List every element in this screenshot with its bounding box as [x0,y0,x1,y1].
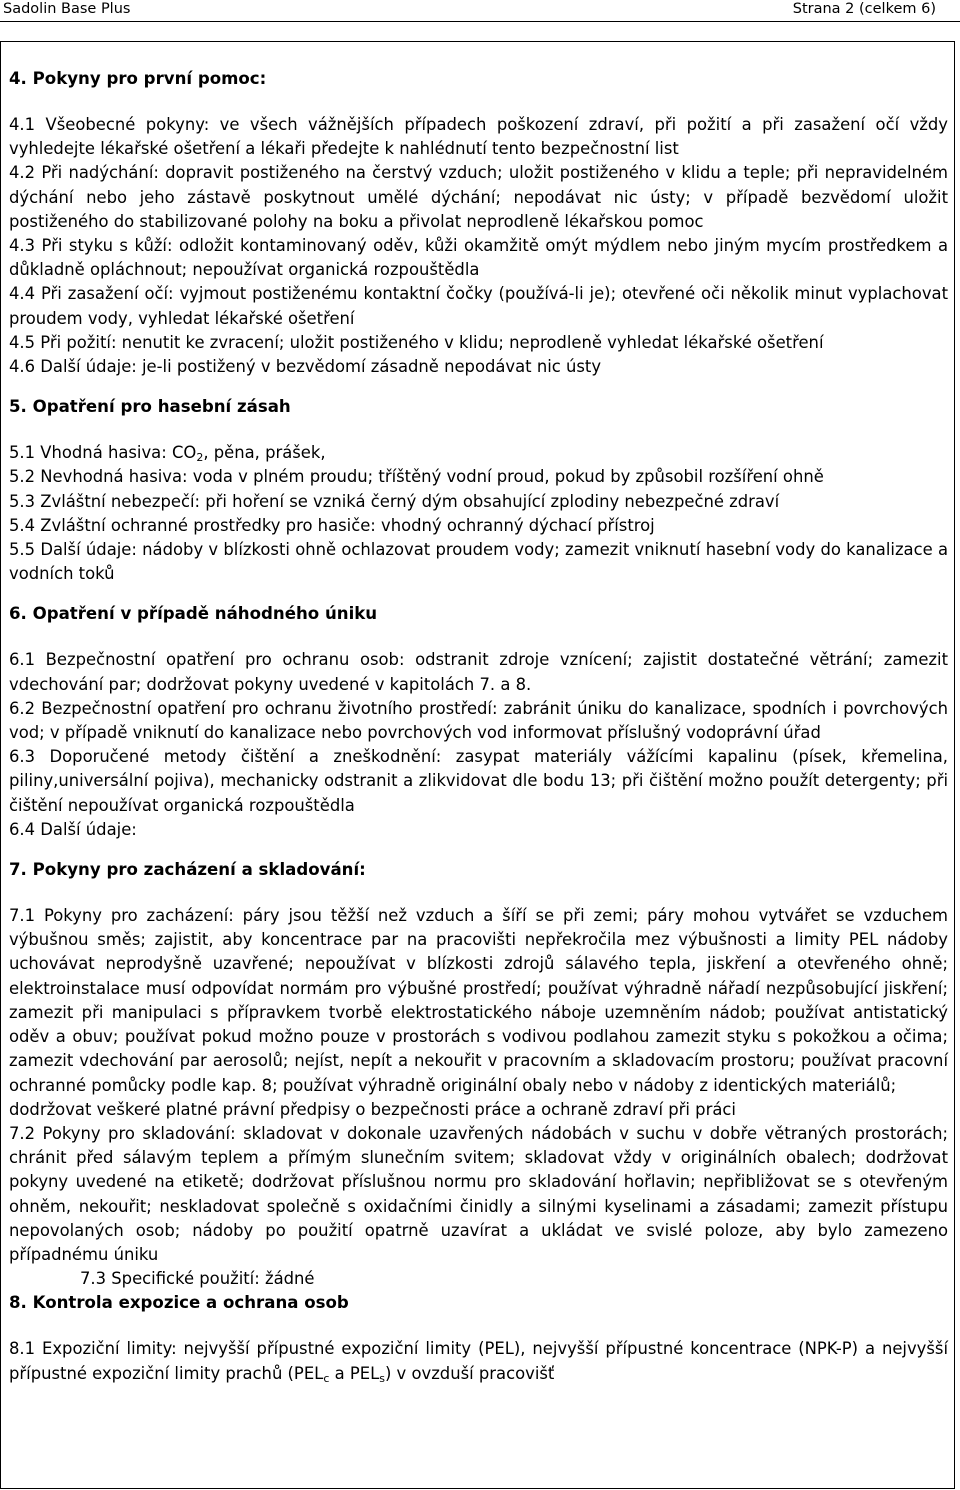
section-8-title: 8. Kontrola expozice a ochrana osob [9,1293,349,1313]
para-5-1: 5.1 Vhodná hasiva: $CO_2$, pěna, prášek, [9,443,326,465]
para-4-5: 4.5 Při požití: nenutit ke zvracení; uložit postiženého v klidu; neprodleně vyhledat lékařské ošetření [9,332,824,352]
para-4-1: 4.1 Všeobecné pokyny: ve všech vážnějších případech poškození zdraví, při požití a při zasažení očí vždy vyhledejte lékařské ošetření a lékaři předejte k nahlédnutí tento bezpečnostní list [9,115,948,159]
para-4-3: 4.3 Při styku s kůží: odložit kontaminovaný oděv, kůži okamžitě omýt mýdlem nebo jiným mycím prostředkem a důkladně opláchnout; nepoužívat organická rozpouštědla [9,236,948,280]
para-6-4: 6.4 Další údaje: [9,819,137,839]
section-4-title: 4. Pokyny pro první pomoc: [9,69,267,88]
para-6-2: 6.2 Bezpečnostní opatření pro ochranu životního prostředí: zabránit úniku do kanalizace, spodních i povrchových vod; v případě vniknutí do kanalizace nebo povrchových vod informovat příslušný vodoprávní úřad [9,698,948,743]
para-5-5: 5.5 Další údaje: nádoby v blízkosti ohně ochlazovat proudem vody; zamezit vniknutí hasební vody do kanalizace a vodních toků [9,540,948,584]
para-5-2: 5.2 Nevhodná hasiva: voda v plném proudu; tříštěný vodní proud, pokud by způsobil rozšíření ohně [9,467,824,487]
section-7-title: 7. Pokyny pro zacházení a skladování: [9,860,366,880]
para-7-2: 7.2 Pokyny pro skladování: skladovat v dokonale uzavřených nádobách v suchu v dobře větraných prostorách; chránit před sálavým teplem a přímým slunečním svitem; skladovat vždy v originálních obalech; dodržovat pokyny uvedené na etiketě; dodržovat příslušnou normu pro skladování hořlavin; nepřibližovat se s otevřeným ohněm, nekouřit; neskladovat společně s oxidačními činidly a silnými kyselinami a zásadami; zamezit přístupu nepovolaných osob; nádoby po použití opatrně uzavírat a ukládat ve svislé poloze, aby bylo zamezeno případnému úniku [9,1123,948,1264]
para-8-1: 8.1 Expoziční limity: nejvyšší přípustné expoziční limity (PEL), nejvyšší přípustné koncentrace (NPK-P) a nejvyšší přípustné expoziční limity prachů ($PEL_c$ a $PEL_s$) v ovzduší pracovišť [9,1339,948,1385]
para-5-3: 5.3 Zvláštní nebezpečí: při hoření se vzniká černý dým obsahující zplodiny nebezpečné zdraví [9,491,780,511]
para-7-1: 7.1 Pokyny pro zacházení: páry jsou těžší než vzduch a šíří se při zemi; páry mohou vytvářet se vzduchem výbušnou směs; zajistit, aby koncentrace par na pracovišti nepřekročila mez výbušnosti a limity PEL nádoby uchovávat neprodyšně uzavřené; nepoužívat v blízkosti zdrojů sálavého tepla, jiskření a otevřeného ohně; elektroinstalace musí odpovídat normám pro výbušné prostředí; používat výhradně nářadí nezpůsobující jiskření; zamezit při manipulaci s přípravkem tvorbě elektrostatického náboje uzemněním nádob; používat antistatický oděv a obuv; používat pokud možno pouze v prostorách s vodivou podlahou zamezit styku s pokožkou a očima; zamezit vdechování par aerosolů; nejíst, nepít a nekouřit v pracovním a skladovacím prostoru; používat pracovní ochranné pomůcky podle kap. 8; používat výhradně originální obaly nebo v nádoby z identických materiálů; [9,906,948,1095]
para-4-4: 4.4 Při zasažení očí: vyjmout postiženému kontaktní čočky (používá-li je); otevřené oči několik minut vyplachovat proudem vody, vyhledat lékařské ošetření [9,284,948,328]
para-7-3: 7.3 Specifické použití: žádné [80,1269,315,1289]
para-4-6: 4.6 Další údaje: je-li postižený v bezvědomí zásadně nepodávat nic ústy [9,357,602,377]
page-number: Strana 2 (celkem 6) [792,1,936,17]
content-box [0,41,955,1489]
header-rule [0,21,960,22]
para-4-2: 4.2 Při nadýchání: dopravit postiženého na čerstvý vzduch; uložit postiženého v klidu a teple; při nepravidelném dýchání nebo jeho zástavě poskytnout umělé dýchání; nepodávat nic ústy; v případě bezvědomí uložit postiženého do stabilizované polohy na boku a přivolat neprodleně lékařskou pomoc [9,163,948,231]
product-name: Sadolin Base Plus [3,1,131,17]
para-6-1: 6.1 Bezpečnostní opatření pro ochranu osob: odstranit zdroje vznícení; zajistit dostatečné větrání; zamezit vdechování par; dodržovat pokyny uvedené v kapitolách 7. a 8. [9,650,948,694]
section-5-title: 5. Opatření pro hasební zásah [9,397,291,417]
para-7-1b: dodržovat veškeré platné právní předpisy o bezpečnosti práce a ochraně zdraví při práci [9,1099,736,1119]
section-6-title: 6. Opatření v případě náhodného úniku [9,604,378,624]
para-5-4: 5.4 Zvláštní ochranné prostředky pro hasiče: vhodný ochranný dýchací přístroj [9,515,655,535]
page-header [0,0,960,22]
para-6-3: 6.3 Doporučené metody čištění a zneškodnění: zasypat materiály vážícími kapalinu (písek, křemelina, piliny,universální pojiva), mechanicky odstranit a zlikvidovat dle bodu 13; při čištění možno použít detergenty; při čištění nepoužívat organická rozpouštědla [9,747,948,815]
